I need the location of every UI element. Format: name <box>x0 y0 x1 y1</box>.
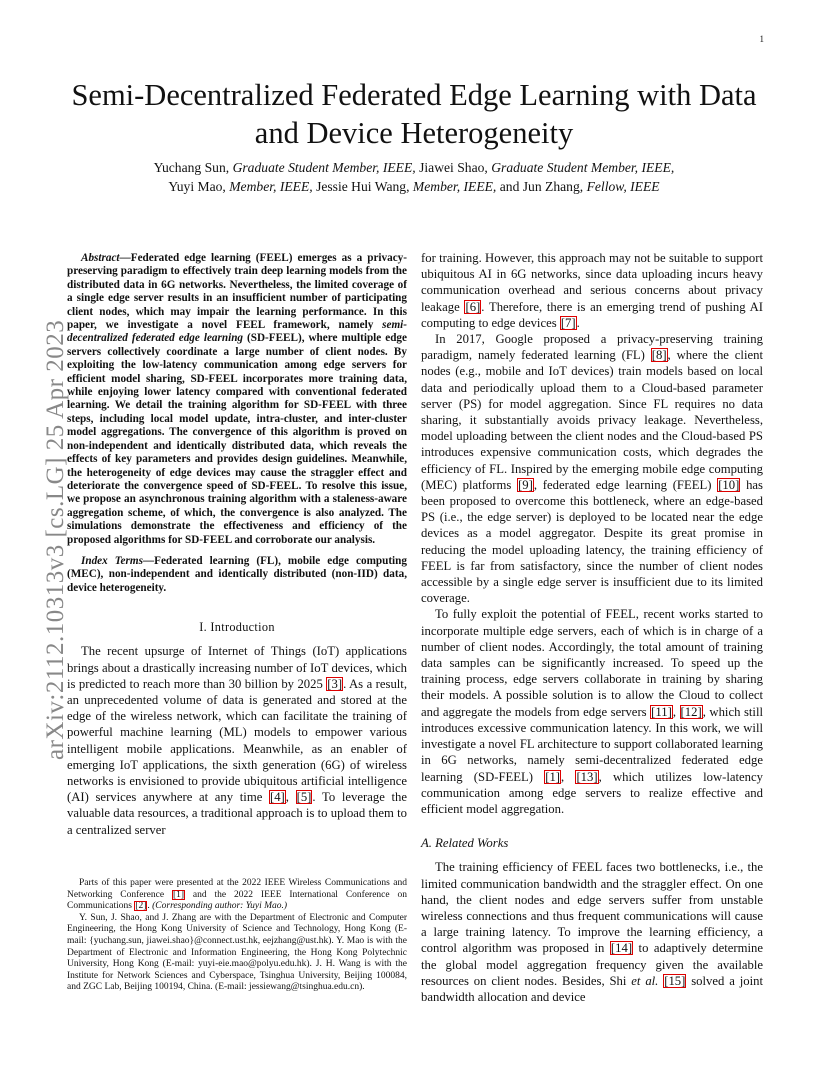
citation-link[interactable]: [1] <box>172 889 185 900</box>
author-name: Jiawei Shao, <box>419 160 488 175</box>
citation-link[interactable]: [6] <box>465 299 481 314</box>
body-paragraph: In 2017, Google proposed a privacy-preserving training paradigm, namely federated learning (FL) [8], where the client nodes (e.g., mobile and IoT devices) train models based on local data and periodically upload them to a Cloud-based parameter server (PS) for model aggregation. Since FL requires no data sharing, it substantially avoids privacy leakage. Nevertheless, model uploading between the client nodes and the Cloud-based PS introduces expensive communication costs, which degrades the efficiency of FL. Inspired by the emerging mobile edge computing (MEC) platforms [9], federated edge learning (FEEL) [10] has been proposed to overcome this bottleneck, where an edge-based PS (i.e., the edge server) is deployed to be located near the edge devices as a model aggregator. Despite its great promise in reducing the model uploading latency, the training efficiency of FEEL is far from satisfactory, since the number of client nodes accessible by a single edge server is insufficient due to its limited coverage. <box>421 332 763 606</box>
author-name: Yuchang Sun, <box>153 160 230 175</box>
abstract-text: —Federated edge learning (FEEL) emerges as a privacy-preserving paradigm to effectively train deep learning models from the distributed data in 6G networks. Nevertheless, the limited coverage of a single edge server results in an insufficient number of participating client nodes, which may impair the learning performance. In this paper, we investigate a novel FEEL framework, namely <box>67 252 407 332</box>
citation-link[interactable]: [4] <box>269 790 285 805</box>
corresponding-author: (Corresponding author: Yuyi Mao.) <box>152 901 288 912</box>
citation-link[interactable]: [3] <box>327 676 343 691</box>
arxiv-watermark: arXiv:2112.10313v3 [cs.LG] 25 Apr 2023 <box>42 319 69 760</box>
section-heading-introduction: I. Introduction <box>199 620 275 635</box>
author-role: Member, IEEE, <box>229 179 313 194</box>
citation-link[interactable]: [1] <box>545 769 561 784</box>
author-role: Member, IEEE, <box>412 179 497 194</box>
author-role: Fellow, IEEE <box>586 179 660 194</box>
body-paragraph: The training efficiency of FEEL faces two bottlenecks, i.e., the limited communication bandwidth and the straggler effect. On one hand, the client nodes and edge servers suffer from unstable wireless connections and thus frequent communications will cause a large training latency. To improve the learning efficiency, a control algorithm was proposed in [14] to adaptively determine the global model aggregation frequency given the available resources on client nodes. Besides, Shi et al. [15] solved a joint bandwidth allocation and device <box>421 860 763 1004</box>
author-name: and Jun Zhang, <box>499 179 584 194</box>
body-paragraph: for training. However, this approach may not be suitable to support ubiquitous AI in 6G networks, since data uploading incurs heavy communication overhead and serious concerns about privacy leakage [6]. Therefore, there is an emerging trend of pushing AI computing to edge devices [7]. <box>421 251 763 330</box>
citation-link[interactable]: [8] <box>651 348 667 363</box>
citation-link[interactable]: [14] <box>610 941 633 956</box>
abstract-label: Abstract <box>81 252 120 264</box>
author-name: Yuyi Mao, <box>168 179 226 194</box>
citation-link[interactable]: [2] <box>135 901 147 912</box>
footnote-conference: Parts of this paper were presented at the 2022 IEEE Wireless Communications and Networking Conference [1] and the 2022 IEEE International Conference on Communications [2]. (Corresponding author: Yuyi Mao.) <box>67 878 407 912</box>
footnotes <box>67 878 407 994</box>
subsection-heading-related-works: A. Related Works <box>421 836 509 851</box>
right-column <box>421 250 763 1005</box>
index-terms-label: Index Terms <box>81 554 143 567</box>
author-role: Graduate Student Member, IEEE, <box>232 160 416 175</box>
index-terms <box>67 555 407 595</box>
citation-link[interactable]: [15] <box>664 973 686 988</box>
citation-link[interactable]: [9] <box>518 477 533 492</box>
author-line-1 <box>60 158 768 177</box>
body-paragraph: To fully exploit the potential of FEEL, recent works started to incorporate multiple edge servers, each of which is in charge of a number of client nodes. Accordingly, the total amount of training data samples can be significantly increased. To speed up the training process, edge servers collaborate in training by sharing their models. A possible solution is to allow the Cloud to collect and aggregate the models from edge servers [11], [12], which still introduces excessive communication latency. In this work, we will investigate a novel FL architecture to support collaborated learning in 6G networks, namely semi-decentralized federated edge learning (SD-FEEL) [1], [13], which utilizes low-latency communication among edge servers to realize effective and efficient model aggregation. <box>421 607 763 816</box>
citation-link[interactable]: [13] <box>576 769 598 784</box>
intro-paragraph: The recent upsurge of Internet of Things (IoT) applications brings about a drastically increasing number of IoT devices, which is predicted to reach more than 30 billion by 2025 [3]. As a result, an unprecedented volume of data is generated and stored at the edge of the wireless network, which can facilitate the training of powerful machine learning (ML) models to empower various intelligent mobile applications. Meanwhile, as an enabler of emerging IoT applications, the sixth generation (6G) of wireless networks is envisioned to provide ubiquitous artificial intelligence (AI) services anywhere at any time [4], [5]. To leverage the valuable data resources, a traditional approach is to upload them to a centralized server <box>67 644 408 837</box>
author-name: Jessie Hui Wang, <box>316 179 410 194</box>
paper-title: Semi-Decentralized Federated Edge Learning with Data and Device Heterogeneity <box>71 78 757 150</box>
citation-link[interactable]: [12] <box>680 704 702 719</box>
citation-link[interactable]: [5] <box>296 790 312 805</box>
author-list <box>60 158 768 196</box>
citation-link[interactable]: [7] <box>560 315 576 330</box>
citation-link[interactable]: [10] <box>718 477 740 492</box>
page-number: 1 <box>759 34 764 44</box>
citation-link[interactable]: [11] <box>651 704 672 719</box>
abstract <box>67 252 407 547</box>
left-column <box>67 252 407 838</box>
abstract-emphasis: semi-decentralized federated edge learning <box>67 319 407 345</box>
author-role: Graduate Student Member, IEEE, <box>491 160 675 175</box>
abstract-text: (SD-FEEL), where multiple edge servers collectively coordinate a large number of client nodes. By exploiting the low-latency communication among edge servers for efficient model sharing, SD-FEEL incorporates more training data, while enjoying lower latency compared with conventional federated learning. We detail the training algorithm for SD-FEEL with three steps, including local model update, intra-cluster, and inter-cluster model aggregations. The convergence of this algorithm is proved on non-independent and identically distributed data, which reveals the effects of key parameters and provides design guidelines. Meanwhile, the heterogeneity of edge devices may cause the straggler effect and deteriorate the convergence speed of SD-FEEL. To resolve this issue, we propose an asynchronous training algorithm with a staleness-aware aggregation scheme, of which, the convergence is also analyzed. The simulations demonstrate the effectiveness and efficiency of the proposed algorithms for SD-FEEL and corroborate our analysis. <box>67 332 407 546</box>
author-line-2 <box>60 177 768 196</box>
index-terms-text: —Federated learning (FL), mobile edge computing (MEC), non-independent and identically distributed (non-IID) data, device heterogeneity. <box>67 554 407 594</box>
footnote-affiliations: Y. Sun, J. Shao, and J. Zhang are with the Department of Electronic and Computer Engineering, the Hong Kong University of Science and Technology, Hong Kong (E-mail: {yuchang.sun, jiawei.shao}@connect.ust.hk, eejzhang@ust.hk). Y. Mao is with the Department of Electronic and Information Engineering, the Hong Kong Polytechnic University, Hong Kong (E-mail: yuyi-eie.mao@polyu.edu.hk). J. H. Wang is with the Institute for Network Sciences and Cyberspace, Tsinghua University, Beijing 100084, and ZGC Lab, Beijing 100194, China. (E-mail: jessiewang@tsinghua.edu.cn). <box>67 912 407 993</box>
